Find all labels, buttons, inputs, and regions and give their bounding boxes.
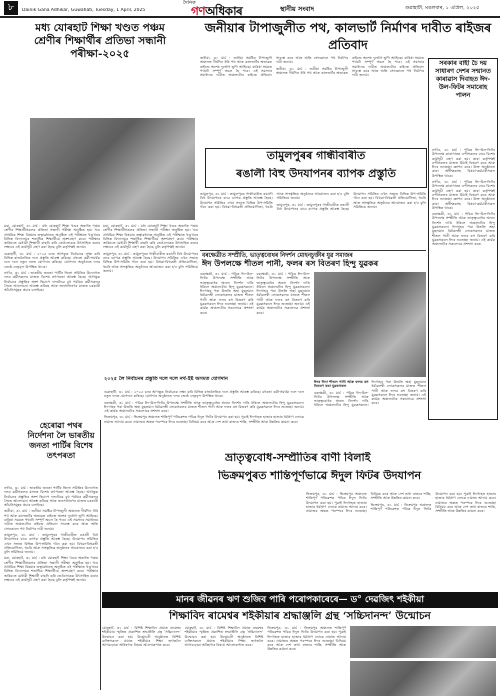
story6-headline: ২০২৫ লৈ নিৰ্বাচনৰ প্ৰস্তুতি দলে দলে নৰ্থ-ইষ্ট অসমত যোগদান — [104, 376, 228, 382]
story1-body-col2 — [103, 224, 198, 372]
story1-photo — [30, 118, 195, 220]
story7-body — [306, 492, 496, 586]
story4-photo — [314, 272, 426, 377]
story5-headline: হেৰোৱা পথৰ নিৰ্দেশনা লৈ ভাৰতীয় জনতা পাৰ্টিৰ বিশেষ তৎপৰতা — [27, 420, 95, 460]
story8-photo-bottom — [350, 661, 496, 696]
story4-body-right — [314, 380, 426, 430]
story8-text-cont: যোৰহাট, ৩১ মাৰ্চ : বিশিষ্ট শিক্ষাবিদ প্ৰয়াত ৰামেশ্বৰ শইকীয়াৰ স্মৃতিত প্ৰকাশিত শ্ৰদ্ধাঞ্জলি গ্ৰন্থ ‘সচ্চিদানন্দ’ উন্মোচন কৰা হয়। উন্মোচনী অনুষ্ঠানত বিশিষ্ট ব্যক্তিসকলে প্ৰয়াত শইকীয়াৰ শিক্ষা জগতলৈ আগবঢ়োৱা অৰিহণাৰ বিষয়ে আলোকপাত কৰে। — [184, 626, 264, 648]
page-number: ৮ — [4, 1, 18, 15]
story8-headline: শিক্ষাবিদ ৰামেশ্বৰ শইকীয়াৰ শ্ৰদ্ধাঞ্জলি গ্ৰন্থ ‘সচ্চিদানন্দ’ উন্মোচন — [169, 610, 431, 622]
story4-body — [200, 272, 310, 447]
logo-black-part: অধিকাৰ — [205, 4, 243, 17]
story8-body — [102, 626, 346, 696]
story5-text2: জনীয়া, ৩১ মাৰ্চ : জনীয়া সমষ্টিৰ টাপাজুলী অঞ্চলত দীৰ্ঘদিন ধৰি পথ আৰু কালভাৰ্টৰ অভাৱত ৰাইজে অশেষ দুৰ্ভোগ ভুগি আহিছে। বাৰিষা সময়ত পথটো সম্পূৰ্ণ অচল হৈ পৰে। এই সমস্যাৰ সমাধানৰ দাবীত অঞ্চলটোৰ ৰাইজে প্ৰতিবাদ সাব্যস্ত কৰে আৰু অতি সোনকালে পথ নিৰ্মাণৰ দাবী জনায়। — [4, 509, 98, 531]
story2-body — [200, 56, 424, 138]
sidebar-text3: বৰক্ষেত্ৰী, ৩১ মাৰ্চ : পবিত্ৰ ঈদ-উল-ফিটৰ উপলক্ষে সম্প্ৰীতি আৰু ভাতৃত্ববোধৰ অনন্য নিদৰ্শন দাঙি ধৰিলে অঞ্চলটোৰ হিন্দু যুৱকসকলে। ঈদগাহৰ পৰা উভতি অহা মুছলমান ধৰ্মাৱলম্বী লোকসকলৰ মাজত শীতল পানী আৰু ফলৰ ৰস বিতৰণ কৰি যুৱকসকলে ঈদৰ শুভেচ্ছা জনায়। এই কাৰ্যক অঞ্চলটোৰ সকলোৱে প্ৰশংসা কৰে। — [432, 212, 495, 247]
story5-text3: তামুলপুৰ, ৩১ মাৰ্চ : তামুলপুৰৰ গান্ধীবাৰীত ৰঙালী বিহু উদযাপনৰ বাবে ব্যাপক প্ৰস্তুতি আৰম্ভ হৈছে। উদযাপন সমিতিৰ এখন সভাত বিভিন্ন উপ-সমিতি গঠন কৰা হয়। বিহুৱা-বিহুৱতী প্ৰতিযোগিতা, হুচৰি আৰু সাংস্কৃতিক অনুষ্ঠানৰ আয়োজন কৰা হ'ব বুলি সমিতিয়ে জনায়। — [4, 532, 98, 555]
story1-text-cont2: নগাঁও, ৩১ মাৰ্চ : ভাৰতীয় জনতা পাৰ্টিৰ জিলা সমিতিৰ উদ্যোগত দলৰ কৰ্মীসকলৰ মাজত বিশেষ তৎপৰতা আৰম্ভ হৈছে। আগন্তুক নিৰ্বাচনৰ প্ৰস্তুতিৰ অংশ হিচাপে দলটোৱে বুথ পৰ্যায়ৰ কৰ্মীসকলৰ সৈতে আলোচনা আৰম্ভ কৰিছে আৰু জনসাধাৰণৰ মাজত চৰকাৰী আঁচনিসমূহৰ প্ৰচাৰ চলাইছে। — [4, 270, 100, 293]
story7-headline-line2: ভিক্ৰমপুৰত শান্তিপূৰ্ণভাৱে ঈদুল ফিটৰ উদযাপন — [218, 470, 422, 482]
story6-text: গুৱাহাটী, ৩১ মাৰ্চ : ২০২৫ চনৰ আগন্তুক নিৰ্বাচনক লক্ষ্য কৰি বিভিন্ন ৰাজনৈতিক দলে প্ৰস্তুতি আৰম্ভ কৰিছে। বহুতো কৰ্মী-সমৰ্থক দলে দলে নতুন দলত যোগদান কৰিছে। যোগদান অনুষ্ঠানত দলৰ জ্যেষ্ঠ নেতৃবৃন্দ উপস্থিত থাকে। — [104, 390, 304, 399]
story3-text-cont: তামুলপুৰ, ৩১ মাৰ্চ : তামুলপুৰৰ গান্ধীবাৰীত ৰঙালী বিহু উদযাপনৰ বাবে ব্যাপক প্ৰস্তুতি আৰম্ভ হৈছে। উদযাপন সমিতিৰ এখন সভাত বিভিন্ন উপ-সমিতি গঠন কৰা হয়। বিহুৱা-বিহুৱতী প্ৰতিযোগিতা, হুচৰি আৰু সাংস্কৃতিক অনুষ্ঠানৰ আয়োজন কৰা হ'ব বুলি সমিতিয়ে জনায়। — [276, 192, 426, 211]
story1-col2-text2: তামুলপুৰ, ৩১ মাৰ্চ : তামুলপুৰৰ গান্ধীবাৰীত ৰঙালী বিহু উদযাপনৰ বাবে ব্যাপক প্ৰস্তুতি আৰম্ভ হৈছে। উদযাপন সমিতিৰ এখন সভাত বিভিন্ন উপ-সমিতি গঠন কৰা হয়। বিহুৱা-বিহুৱতী প্ৰতিযোগিতা, হুচৰি আৰু সাংস্কৃতিক অনুষ্ঠানৰ আয়োজন কৰা হ'ব বুলি সমিতিয়ে জনায়। — [103, 251, 198, 273]
date-line: গুৱাহাটী, মঙলবাৰ, ১ এপ্ৰিল, ২০২৫ — [405, 5, 480, 11]
sidebar-body — [432, 148, 495, 416]
story7-text: ভিক্ৰমপুৰ, ৩১ মাৰ্চ : ভিক্ৰমপুৰ অঞ্চলত শান্তিপূৰ্ণ পৰিৱেশত পবিত্ৰ ঈদুল ফিটৰ উদযাপন কৰা হয়। পুৱাই ঈদগাহত হাজাৰ হাজাৰ ধৰ্মপ্ৰাণ লোকে নামাজ আদায় কৰে। নামাজৰ অন্তত পৰস্পৰে ঈদৰ শুভেচ্ছা বিনিময় কৰে আৰু দেশ তথা ৰাজ্যৰ শান্তি, সম্প্ৰীতি আৰু উন্নতিৰ কামনা কৰে। — [306, 492, 432, 514]
column-divider — [100, 420, 101, 690]
section-label: স্থানীয় সংবাদ — [280, 5, 315, 13]
story4-kicker: বৰক্ষেত্ৰীত সম্প্ৰীতি, ভাতৃত্ববোধৰ নিদৰ্শন মোহনচুক্তীৰ যুৱ সমাজৰ — [202, 253, 353, 259]
story2-text: জনীয়া, ৩১ মাৰ্চ : জনীয়া সমষ্টিৰ টাপাজুলী অঞ্চলত দীৰ্ঘদিন ধৰি পথ আৰু কালভাৰ্টৰ অভাৱত ৰাইজে অশেষ দুৰ্ভোগ ভুগি আহিছে। বাৰিষা সময়ত পথটো সম্পূৰ্ণ অচল হৈ পৰে। এই সমস্যাৰ সমাধানৰ দাবীত অঞ্চলটোৰ ৰাইজে প্ৰতিবাদ সাব্যস্ত কৰে আৰু অতি সোনকালে পথ নিৰ্মাণৰ দাবী জনায়। — [200, 56, 348, 78]
story6-text3: ভিক্ৰমপুৰ, ৩১ মাৰ্চ : ভিক্ৰমপুৰ অঞ্চলত শান্তিপূৰ্ণ পৰিৱেশত পবিত্ৰ ঈদুল ফিটৰ উদযাপন কৰা হয়। পুৱাই ঈদগাহত হাজাৰ হাজাৰ ধৰ্মপ্ৰাণ লোকে নামাজ আদায় কৰে। নামাজৰ অন্তত পৰস্পৰে ঈদৰ শুভেচ্ছা বিনিময় কৰে আৰু দেশ তথা ৰাজ্যৰ শান্তি, সম্প্ৰীতি আৰু উন্নতিৰ কামনা কৰে। — [104, 415, 304, 424]
story4-text-cont: বৰক্ষেত্ৰী, ৩১ মাৰ্চ : পবিত্ৰ ঈদ-উল-ফিটৰ উপলক্ষে সম্প্ৰীতি আৰু ভাতৃত্ববোধৰ অনন্য নিদৰ্শন দাঙি ধৰিলে অঞ্চলটোৰ হিন্দু যুৱকসকলে। ঈদগাহৰ পৰা উভতি অহা মুছলমান ধৰ্মাৱলম্বী লোকসকলৰ মাজত শীতল পানী আৰু ফলৰ ৰস বিতৰণ কৰি যুৱকসকলে ঈদৰ শুভেচ্ছা জনায়। এই কাৰ্যক অঞ্চলটোৰ সকলোৱে প্ৰশংসা কৰে। — [256, 272, 310, 315]
story5-body — [4, 486, 98, 694]
story1-col2-text: মৰা, যোৰহাট, ৩১ মাৰ্চ : মধ্য যোৰহাট শিক্ষা খণ্ডৰ অন্তৰ্গত পঞ্চম শ্ৰেণীৰ শিক্ষাৰ্থীসকলৰ প্ৰতিভা সন্ধানী পৰীক্ষা অনুষ্ঠিত হয়। খণ্ড প্ৰাথমিক শিক্ষা বিষয়াৰ তত্বাৱধানত অনুষ্ঠিত এই পৰীক্ষাত খণ্ডখনৰ বিভিন্ন বিদ্যালয়ৰ শতাধিক শিক্ষাৰ্থীয়ে অংশগ্ৰহণ কৰে। পৰীক্ষাৰ জৰিয়তে মেধাৱী শিক্ষাৰ্থী বাছনি কৰি তেওঁলোকক উৎসাহিত কৰাৰ লক্ষ্যৰে এই কাৰ্যসূচী গ্ৰহণ কৰা হৈছে বুলি কৰ্তৃপক্ষই জনায়। — [103, 224, 198, 250]
story4-headline: ঈদ উপলক্ষে শীতল পানী, ফলৰ ৰস বিতৰণ হিন্দু যুৱকৰ — [202, 259, 379, 268]
story5-text4: মৰা, যোৰহাট, ৩১ মাৰ্চ : মধ্য যোৰহাট শিক্ষা খণ্ডৰ অন্তৰ্গত পঞ্চম শ্ৰেণীৰ শিক্ষাৰ্থীসকলৰ প্ৰতিভা সন্ধানী পৰীক্ষা অনুষ্ঠিত হয়। খণ্ড প্ৰাথমিক শিক্ষা বিষয়াৰ তত্বাৱধানত অনুষ্ঠিত এই পৰীক্ষাত খণ্ডখনৰ বিভিন্ন বিদ্যালয়ৰ শতাধিক শিক্ষাৰ্থীয়ে অংশগ্ৰহণ কৰে। পৰীক্ষাৰ জৰিয়তে মেধাৱী শিক্ষাৰ্থী বাছনি কৰি তেওঁলোকক উৎসাহিত কৰাৰ লক্ষ্যৰে এই কাৰ্যসূচী গ্ৰহণ কৰা হৈছে বুলি কৰ্তৃপক্ষই জনায়। — [4, 556, 98, 582]
quote-banner: মানৰ জীৱনৰ ঋণ শুজিব পাৰি পৰোপকাৰেৰে— ড° দেৱজিৎ শইকীয়া — [102, 592, 498, 608]
story2-headline: জনীয়াৰ টাপাজুলীত পথ, কালভাৰ্ট নিৰ্মাণৰ দাবীত ৰাইজৰ প্ৰতিবাদ — [204, 20, 492, 52]
story8-text: যোৰহাট, ৩১ মাৰ্চ : বিশিষ্ট শিক্ষাবিদ প্ৰয়াত ৰামেশ্বৰ শইকীয়াৰ স্মৃতিত প্ৰকাশিত শ্ৰদ্ধাঞ্জলি গ্ৰন্থ ‘সচ্চিদানন্দ’ উন্মোচন কৰা হয়। উন্মোচনী অনুষ্ঠানত বিশিষ্ট ব্যক্তিসকলে প্ৰয়াত শইকীয়াৰ শিক্ষা জগতলৈ আগবঢ়োৱা অৰিহণাৰ বিষয়ে আলোকপাত কৰে। — [102, 626, 181, 648]
story8-photo-top — [350, 626, 496, 658]
story6-text2: বৰক্ষেত্ৰী, ৩১ মাৰ্চ : পবিত্ৰ ঈদ-উল-ফিটৰ উপলক্ষে সম্প্ৰীতি আৰু ভাতৃত্ববোধৰ অনন্য নিদৰ্শন দাঙি ধৰিলে অঞ্চলটোৰ হিন্দু যুৱকসকলে। ঈদগাহৰ পৰা উভতি অহা মুছলমান ধৰ্মাৱলম্বী লোকসকলৰ মাজত শীতল পানী আৰু ফলৰ ৰস বিতৰণ কৰি যুৱকসকলে ঈদৰ শুভেচ্ছা জনায়। এই কাৰ্যক অঞ্চলটোৰ সকলোৱে প্ৰশংসা কৰে। — [104, 400, 304, 414]
logo-red-part: গণ — [191, 4, 206, 17]
story3-text: তামুলপুৰ, ৩১ মাৰ্চ : তামুলপুৰৰ গান্ধীবাৰীত ৰঙালী বিহু উদযাপনৰ বাবে ব্যাপক প্ৰস্তুতি আৰম্ভ হৈছে। উদযাপন সমিতিৰ এখন সভাত বিভিন্ন উপ-সমিতি গঠন কৰা হয়। বিহুৱা-বিহুৱতী প্ৰতিযোগিতা, হুচৰি আৰু সাংস্কৃতিক অনুষ্ঠানৰ আয়োজন কৰা হ'ব বুলি সমিতিয়ে জনায়। — [200, 192, 350, 209]
sidebar-headline: সৰকাৰ বাহী চৈ দয় সাধাৰণ দেশৰ সন্মানত কাৰাৱাস দিবাহত ঈদ-উল-ফিটৰ সমাৰোহ পালন — [435, 60, 491, 99]
story5-text: নগাঁও, ৩১ মাৰ্চ : ভাৰতীয় জনতা পাৰ্টিৰ জিলা সমিতিৰ উদ্যোগত দলৰ কৰ্মীসকলৰ মাজত বিশেষ তৎপৰতা আৰম্ভ হৈছে। আগন্তুক নিৰ্বাচনৰ প্ৰস্তুতিৰ অংশ হিচাপে দলটোৱে বুথ পৰ্যায়ৰ কৰ্মীসকলৰ সৈতে আলোচনা আৰম্ভ কৰিছে আৰু জনসাধাৰণৰ মাজত চৰকাৰী আঁচনিসমূহৰ প্ৰচাৰ চলাইছে। — [4, 486, 98, 508]
story8-text-cont2: ভিক্ৰমপুৰ, ৩১ মাৰ্চ : ভিক্ৰমপুৰ অঞ্চলত শান্তিপূৰ্ণ পৰিৱেশত পবিত্ৰ ঈদুল ফিটৰ উদযাপন কৰা হয়। পুৱাই ঈদগাহত হাজাৰ হাজাৰ ধৰ্মপ্ৰাণ লোকে নামাজ আদায় কৰে। নামাজৰ অন্তত পৰস্পৰে ঈদৰ শুভেচ্ছা বিনিময় কৰে আৰু দেশ তথা ৰাজ্যৰ শান্তি, সম্প্ৰীতি আৰু উন্নতিৰ কামনা কৰে। — [267, 626, 346, 652]
sidebar-text2: নগাঁও, ৩১ মাৰ্চ : পবিত্ৰ ঈদ-উল-ফিটৰ উপলক্ষে কাৰাগাৰত বন্দীসকলৰ বাবে বিশেষ কাৰ্যসূচী গ্ৰহণ কৰা হয়। কাৰা কৰ্তৃপক্ষই বন্দীসকলৰ মাজত মিঠাই বিতৰণ কৰে আৰু ঈদৰ শুভেচ্ছা জ্ঞাপন কৰে। উক্ত অনুষ্ঠানত কাৰা অধীক্ষকসহ বিষয়া-কৰ্মচাৰীসকল উপস্থিত থাকে। — [432, 180, 495, 210]
story3-body — [200, 192, 426, 248]
story4-caption: ঈদৰ দিনা শীতল পানী আৰু ফলৰ ৰস বিতৰণ কৰা যুৱকসকল — [314, 380, 369, 389]
logo-prefix: দৈনিক — [183, 0, 196, 6]
story3-headline-line2: ৰঙালী বিহু উদযাপনৰ ব্যাপক প্ৰস্তুতি — [236, 168, 396, 180]
logo-title — [191, 3, 242, 17]
story7-text-cont: ভিক্ৰমপুৰ, ৩১ মাৰ্চ : ভিক্ৰমপুৰ অঞ্চলত শান্তিপূৰ্ণ পৰিৱেশত পবিত্ৰ ঈদুল ফিটৰ উদযাপন কৰা হয়। পুৱাই ঈদগাহত হাজাৰ হাজাৰ ধৰ্মপ্ৰাণ লোকে নামাজ আদায় কৰে। নামাজৰ অন্তত পৰস্পৰে ঈদৰ শুভেচ্ছা বিনিময় কৰে আৰু দেশ তথা ৰাজ্যৰ শান্তি, সম্প্ৰীতি আৰু উন্নতিৰ কামনা কৰে। — [370, 492, 496, 514]
story4-text-right: বৰক্ষেত্ৰী, ৩১ মাৰ্চ : পবিত্ৰ ঈদ-উল-ফিটৰ উপলক্ষে সম্প্ৰীতি আৰু ভাতৃত্ববোধৰ অনন্য নিদৰ্শন দাঙি ধৰিলে অঞ্চলটোৰ হিন্দু যুৱকসকলে। ঈদগাহৰ পৰা উভতি অহা মুছলমান ধৰ্মাৱলম্বী লোকসকলৰ মাজত শীতল পানী আৰু ফলৰ ৰস বিতৰণ কৰি যুৱকসকলে ঈদৰ শুভেচ্ছা জনায়। এই কাৰ্যক অঞ্চলটোৰ সকলোৱে প্ৰশংসা কৰে। — [314, 380, 426, 408]
newspaper-logo — [183, 0, 263, 17]
story1-body — [4, 224, 100, 420]
story1-headline: মধ্য যোৰহাট শিক্ষা খণ্ডত পঞ্চম শ্ৰেণীৰ শিক্ষাৰ্থীৰ প্ৰতিভা সন্ধানী পৰীক্ষা-২০২৫ — [34, 22, 166, 60]
story1-text-cont: গুৱাহাটী, ৩১ মাৰ্চ : ২০২৫ চনৰ আগন্তুক নিৰ্বাচনক লক্ষ্য কৰি বিভিন্ন ৰাজনৈতিক দলে প্ৰস্তুতি আৰম্ভ কৰিছে। বহুতো কৰ্মী-সমৰ্থক দলে দলে নতুন দলত যোগদান কৰিছে। যোগদান অনুষ্ঠানত দলৰ জ্যেষ্ঠ নেতৃবৃন্দ উপস্থিত থাকে। — [4, 251, 100, 269]
story4-text: বৰক্ষেত্ৰী, ৩১ মাৰ্চ : পবিত্ৰ ঈদ-উল-ফিটৰ উপলক্ষে সম্প্ৰীতি আৰু ভাতৃত্ববোধৰ অনন্য নিদৰ্শন দাঙি ধৰিলে অঞ্চলটোৰ হিন্দু যুৱকসকলে। ঈদগাহৰ পৰা উভতি অহা মুছলমান ধৰ্মাৱলম্বী লোকসকলৰ মাজত শীতল পানী আৰু ফলৰ ৰস বিতৰণ কৰি যুৱকসকলে ঈদৰ শুভেচ্ছা জনায়। এই কাৰ্যক অঞ্চলটোৰ সকলোৱে প্ৰশংসা কৰে। — [200, 272, 254, 315]
dateline-english: Dainik Gana Adhikar, Guwahati, Tuesday, 1 April, 2025 — [22, 8, 146, 13]
sidebar-text: নগাঁও, ৩১ মাৰ্চ : পবিত্ৰ ঈদ-উল-ফিটৰ উপলক্ষে কাৰাগাৰত বন্দীসকলৰ বাবে বিশেষ কাৰ্যসূচী গ্ৰহণ কৰা হয়। কাৰা কৰ্তৃপক্ষই বন্দীসকলৰ মাজত মিঠাই বিতৰণ কৰে আৰু ঈদৰ শুভেচ্ছা জ্ঞাপন কৰে। উক্ত অনুষ্ঠানত কাৰা অধীক্ষকসহ বিষয়া-কৰ্মচাৰীসকল উপস্থিত থাকে। — [432, 148, 495, 178]
story2-text-cont: জনীয়া, ৩১ মাৰ্চ : জনীয়া সমষ্টিৰ টাপাজুলী অঞ্চলত দীৰ্ঘদিন ধৰি পথ আৰু কালভাৰ্টৰ অভাৱত ৰাইজে অশেষ দুৰ্ভোগ ভুগি আহিছে। বাৰিষা সময়ত পথটো সম্পূৰ্ণ অচল হৈ পৰে। এই সমস্যাৰ সমাধানৰ দাবীত অঞ্চলটোৰ ৰাইজে প্ৰতিবাদ সাব্যস্ত কৰে আৰু অতি সোনকালে পথ নিৰ্মাণৰ দাবী জনায়। — [276, 56, 424, 78]
story7-headline-line1: ভ্ৰাতৃত্ববোধ-সম্প্ৰীতিৰ বাণী বিলাই — [225, 452, 371, 464]
story3-headline-line1: তামুলপুৰৰ গান্ধীবাৰীত — [266, 150, 366, 162]
story1-text: মৰা, যোৰহাট, ৩১ মাৰ্চ : মধ্য যোৰহাট শিক্ষা খণ্ডৰ অন্তৰ্গত পঞ্চম শ্ৰেণীৰ শিক্ষাৰ্থীসকলৰ প্ৰতিভা সন্ধানী পৰীক্ষা অনুষ্ঠিত হয়। খণ্ড প্ৰাথমিক শিক্ষা বিষয়াৰ তত্বাৱধানত অনুষ্ঠিত এই পৰীক্ষাত খণ্ডখনৰ বিভিন্ন বিদ্যালয়ৰ শতাধিক শিক্ষাৰ্থীয়ে অংশগ্ৰহণ কৰে। পৰীক্ষাৰ জৰিয়তে মেধাৱী শিক্ষাৰ্থী বাছনি কৰি তেওঁলোকক উৎসাহিত কৰাৰ লক্ষ্যৰে এই কাৰ্যসূচী গ্ৰহণ কৰা হৈছে বুলি কৰ্তৃপক্ষই জনায়। — [4, 224, 100, 250]
